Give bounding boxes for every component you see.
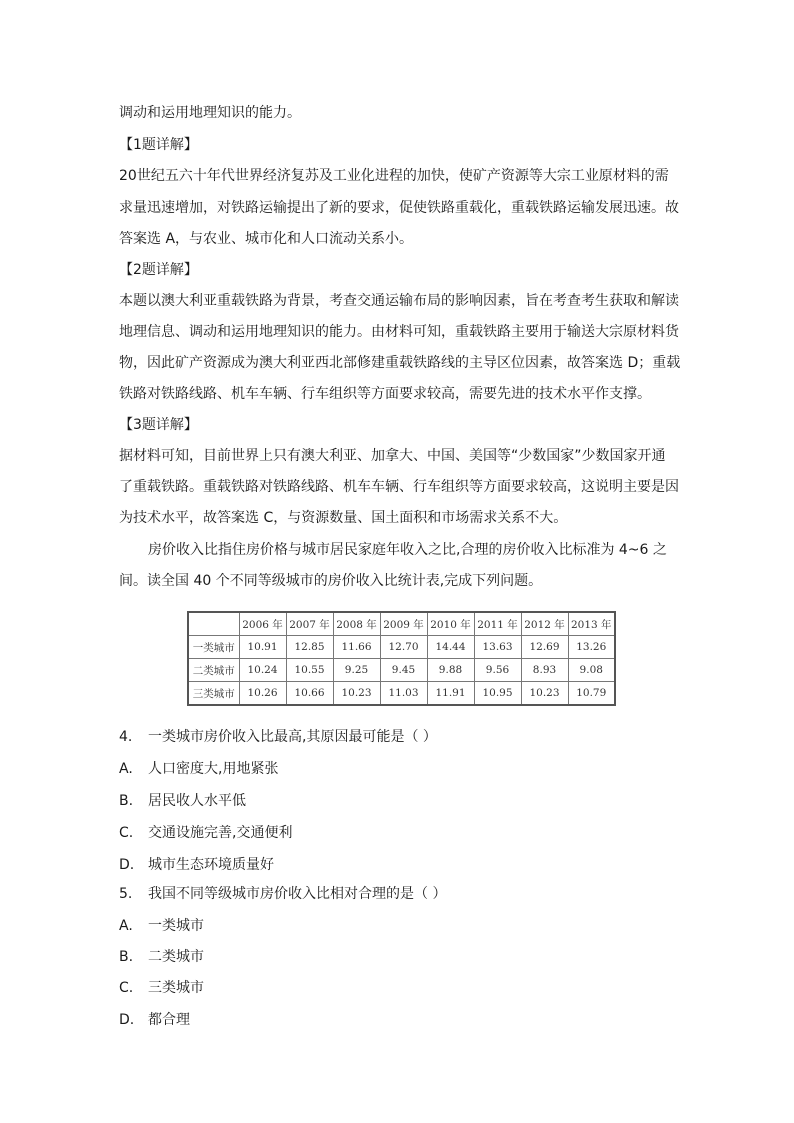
table-cell: 11.03 <box>380 682 427 706</box>
table-header-cell: 2006 年 <box>239 612 286 636</box>
section-heading-q3-detail: 【3题详解】 <box>119 417 198 433</box>
question-5-stem <box>119 884 446 904</box>
text-line: 本题以澳大利亚重载铁路为背景，考查交通运输布局的影响因素，旨在考查考生获取和解读 <box>119 293 679 309</box>
option-letter: D. <box>119 857 135 873</box>
option-item[interactable] <box>119 1010 190 1030</box>
text-line: 地理信息、调动和运用地理知识的能力。由材料可知，重载铁路主要用于输送大宗原材料货 <box>119 324 679 340</box>
material-intro: 间。读全国 40 个不同等级城市的房价收入比统计表,完成下列问题。 <box>119 573 543 589</box>
table-cell: 12.70 <box>380 636 427 659</box>
option-text: 一类城市 <box>148 918 204 934</box>
table-cell: 12.69 <box>521 636 568 659</box>
table-row <box>188 636 615 659</box>
option-item[interactable] <box>119 978 204 998</box>
option-letter: C. <box>119 980 134 996</box>
table-cell: 8.93 <box>521 659 568 682</box>
table-cell: 10.23 <box>521 682 568 706</box>
option-item[interactable] <box>119 759 278 779</box>
text-line: 答案选 A，与农业、城市化和人口流动关系小。 <box>119 231 414 247</box>
table-header-cell: 2009 年 <box>380 612 427 636</box>
option-text: 二类城市 <box>148 949 204 965</box>
table-row <box>188 659 615 682</box>
table-cell: 10.79 <box>568 682 615 706</box>
table-cell: 11.91 <box>427 682 474 706</box>
house-price-income-ratio-table <box>187 611 616 706</box>
table-row-label: 三类城市 <box>188 682 239 706</box>
option-text: 居民收人水平低 <box>148 793 246 809</box>
option-letter: C. <box>119 825 134 841</box>
option-text: 都合理 <box>148 1012 190 1028</box>
option-letter: B. <box>119 793 134 809</box>
option-item[interactable] <box>119 791 246 811</box>
table-header-cell: 2008 年 <box>333 612 380 636</box>
option-letter: D. <box>119 1012 135 1028</box>
table-header-cell: 2011 年 <box>474 612 521 636</box>
option-letter: B. <box>119 949 134 965</box>
text-line: 了重载铁路。重载铁路对铁路线路、机车车辆、行车组织等方面要求较高，这说明主要是因 <box>119 479 679 495</box>
question-text: 一类城市房价收入比最高,其原因最可能是（ ） <box>148 729 437 745</box>
table-cell: 10.95 <box>474 682 521 706</box>
table-cell: 9.08 <box>568 659 615 682</box>
option-item[interactable] <box>119 916 204 936</box>
table-cell: 10.55 <box>286 659 333 682</box>
table-cell: 10.24 <box>239 659 286 682</box>
table-cell: 9.45 <box>380 659 427 682</box>
table-header-cell <box>188 612 239 636</box>
table-cell: 12.85 <box>286 636 333 659</box>
question-number: 4. <box>119 729 133 745</box>
table-cell: 10.23 <box>333 682 380 706</box>
question-number: 5. <box>119 886 133 902</box>
table-header-cell: 2010 年 <box>427 612 474 636</box>
table-row-label: 一类城市 <box>188 636 239 659</box>
table-cell: 9.88 <box>427 659 474 682</box>
option-text: 城市生态环境质量好 <box>148 857 274 873</box>
text-line: 求量迅速增加，对铁路运输提出了新的要求，促使铁路重载化，重载铁路运输发展迅速。故 <box>119 200 679 216</box>
text-line: 物，因此矿产资源成为澳大利亚西北部修建重载铁路线的主导区位因素，故答案选 D；重载 <box>119 355 681 371</box>
section-heading-q1-detail: 【1题详解】 <box>119 137 198 153</box>
text-line: 铁路对铁路线路、机车车辆、行车组织等方面要求较高，需要先进的技术水平作支撑。 <box>119 386 651 402</box>
option-text: 交通设施完善,交通便利 <box>148 825 293 841</box>
text-line: 据材料可知，目前世界上只有澳大利亚、加拿大、中国、美国等“少数国家”少数国家开通 <box>119 448 666 464</box>
option-item[interactable] <box>119 823 292 843</box>
table-row <box>188 682 615 706</box>
option-text: 人口密度大,用地紧张 <box>148 761 279 777</box>
option-text: 三类城市 <box>148 980 204 996</box>
table-row-label: 二类城市 <box>188 659 239 682</box>
option-letter: A. <box>119 761 133 777</box>
table-cell: 10.91 <box>239 636 286 659</box>
question-4-stem <box>119 727 437 747</box>
table-cell: 10.26 <box>239 682 286 706</box>
table-header-cell: 2007 年 <box>286 612 333 636</box>
text-line: 调动和运用地理知识的能力。 <box>119 105 301 121</box>
text-line: 为技术水平，故答案选 C，与资源数量、国土面积和市场需求关系不大。 <box>119 510 568 526</box>
option-item[interactable] <box>119 855 274 875</box>
table-cell: 14.44 <box>427 636 474 659</box>
table-header-row <box>188 612 615 636</box>
table-cell: 10.66 <box>286 682 333 706</box>
option-item[interactable] <box>119 947 204 967</box>
table-header-cell: 2012 年 <box>521 612 568 636</box>
text-line: 20世纪五六十年代世界经济复苏及工业化进程的加快，使矿产资源等大宗工业原材料的需 <box>119 168 669 184</box>
table-cell: 11.66 <box>333 636 380 659</box>
section-heading-q2-detail: 【2题详解】 <box>119 262 198 278</box>
question-text: 我国不同等级城市房价收入比相对合理的是（ ） <box>148 886 447 902</box>
material-intro: 房价收入比指住房价格与城市居民家庭年收入之比,合理的房价收入比标准为 4~6 之 <box>148 542 667 558</box>
table-cell: 13.26 <box>568 636 615 659</box>
table-cell: 9.25 <box>333 659 380 682</box>
table-cell: 9.56 <box>474 659 521 682</box>
option-letter: A. <box>119 918 133 934</box>
table-cell: 13.63 <box>474 636 521 659</box>
table-header-cell: 2013 年 <box>568 612 615 636</box>
